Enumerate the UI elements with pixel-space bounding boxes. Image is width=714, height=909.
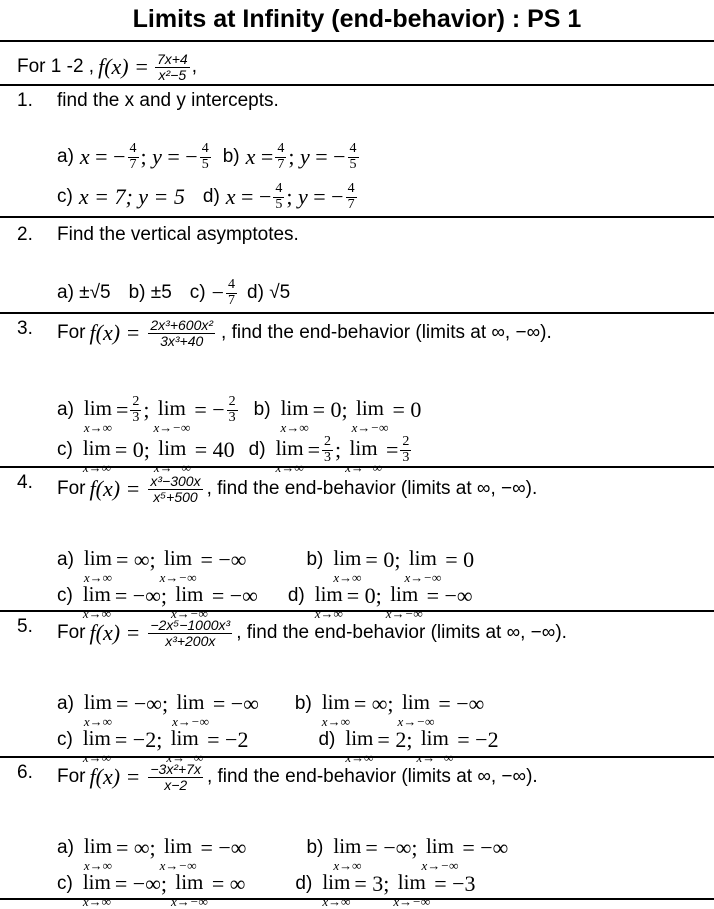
option-label: d) [202,186,220,208]
option-a: a) ±√5 [57,282,111,304]
intro-line [17,52,197,82]
answer-row: a) x = − $\frac{4}{7}$ ; y = − $\frac{4}{5}$ b) x = $\frac{4}{7}$ ; y = − $\frac{4}{5}$ [57,141,357,172]
answer-row: a) lim x→∞ = ∞; lim x→−∞ = −∞ b) lim x→∞ = 0; lim x→−∞ = 0 [57,546,475,585]
answer-row: a) lim x→∞ = $\frac{2}{3}$ ; lim x→−∞ = − $\frac{2}{3}$ b) lim x→∞ = 0; lim x→−∞ = 0 [57,393,422,435]
page-title: Limits at Infinity (end-behavior) : PS 1 [132,5,582,33]
function-fraction: $\frac{\text{2x³+600x²}}{\text{3x³+40}}$ [150,317,214,349]
question-text: For f(x) = $\frac{\text{−2x⁵−1000x³}}{\text{x³+200x}}$ , find the end-behavior (limits at ∞, −∞). [57,617,567,649]
divider [0,610,714,612]
intro-prefix: For 1 -2 , [17,56,95,78]
option-label: c) [57,186,73,208]
function-fraction: $\frac{\text{−2x⁵−1000x³}}{\text{x³+200x}}$ [150,617,231,649]
answer-row: c) lim x→∞ = 0; lim x→−∞ = 40 d) lim x→∞ = $\frac{2}{3}$ ; lim x→−∞ = $\frac{2}{3}$ [57,433,410,475]
function-name: f(x) = [89,320,141,346]
answer-row: c) lim x→∞ = −∞; lim x→−∞ = −∞ d) lim x→∞ = 0; lim x→−∞ = −∞ [57,582,473,621]
answer-row: a) ±√5 b) ±5 c) − $\frac{4}{7}$ d) √5 [57,277,291,308]
option-label: c) [189,282,206,304]
answer-row: c) x = 7; y = 5 d) x = − $\frac{4}{5}$ ; y = − $\frac{4}{7}$ [57,181,355,212]
question-text: Find the vertical asymptotes. [57,224,299,245]
option-label: b) [222,146,240,168]
question-number: 4. [17,472,33,493]
question-text: find the x and y intercepts. [57,90,279,111]
divider [0,216,714,218]
option-label: a) [57,146,74,168]
answer-row: c) lim x→∞ = −∞; lim x→−∞ = ∞ d) lim x→∞ = 3; lim x→−∞ = −3 [57,870,476,909]
function-name: f(x) = [89,764,141,790]
intro-function: f(x) = [98,54,149,80]
option-b: b) ±5 [128,282,172,304]
function-name: f(x) = [89,620,141,646]
answer-expression: x = 7; y = 5 [78,184,185,210]
answer-row: a) lim x→∞ = −∞; lim x→−∞ = −∞ b) lim x→∞ = ∞; lim x→−∞ = −∞ [57,690,485,729]
answer-row: c) lim x→∞ = −2; lim x→−∞ = −2 d) lim x→∞ = 2; lim x→−∞ = −2 [57,726,499,765]
question-number: 1. [17,90,33,111]
divider [0,466,714,468]
question-text: For f(x) = $\frac{\text{−3x²+7x}}{x-2}$ , find the end-behavior (limits at ∞, −∞). [57,761,538,793]
question-text: For f(x) = $\frac{\text{x³−300x}}{\text{x⁵+500}}$ , find the end-behavior (limits at ∞, −∞). [57,473,538,505]
question-number: 2. [17,224,33,245]
intro-fraction [155,52,190,82]
divider [0,756,714,758]
question-number: 6. [17,762,33,783]
function-fraction: $\frac{\text{−3x²+7x}}{x-2}$ [150,761,201,793]
divider [0,898,714,900]
divider [0,40,714,42]
divider [0,312,714,314]
function-fraction: $\frac{\text{x³−300x}}{\text{x⁵+500}}$ [150,473,201,505]
intro-denominator: x²−5 [158,66,187,83]
intro-numerator: 7x+4 [156,51,188,67]
option-d: d) √5 [247,282,291,304]
question-text: For f(x) = $\frac{\text{2x³+600x²}}{\text{3x³+40}}$ , find the end-behavior (limits at ∞, −∞). [57,317,552,349]
function-name: f(x) = [89,476,141,502]
divider [0,84,714,86]
answer-row: a) lim x→∞ = ∞; lim x→−∞ = −∞ b) lim x→∞ = −∞; lim x→−∞ = −∞ [57,834,509,873]
intro-suffix: , [191,56,197,78]
question-number: 5. [17,616,33,637]
question-number: 3. [17,318,33,339]
